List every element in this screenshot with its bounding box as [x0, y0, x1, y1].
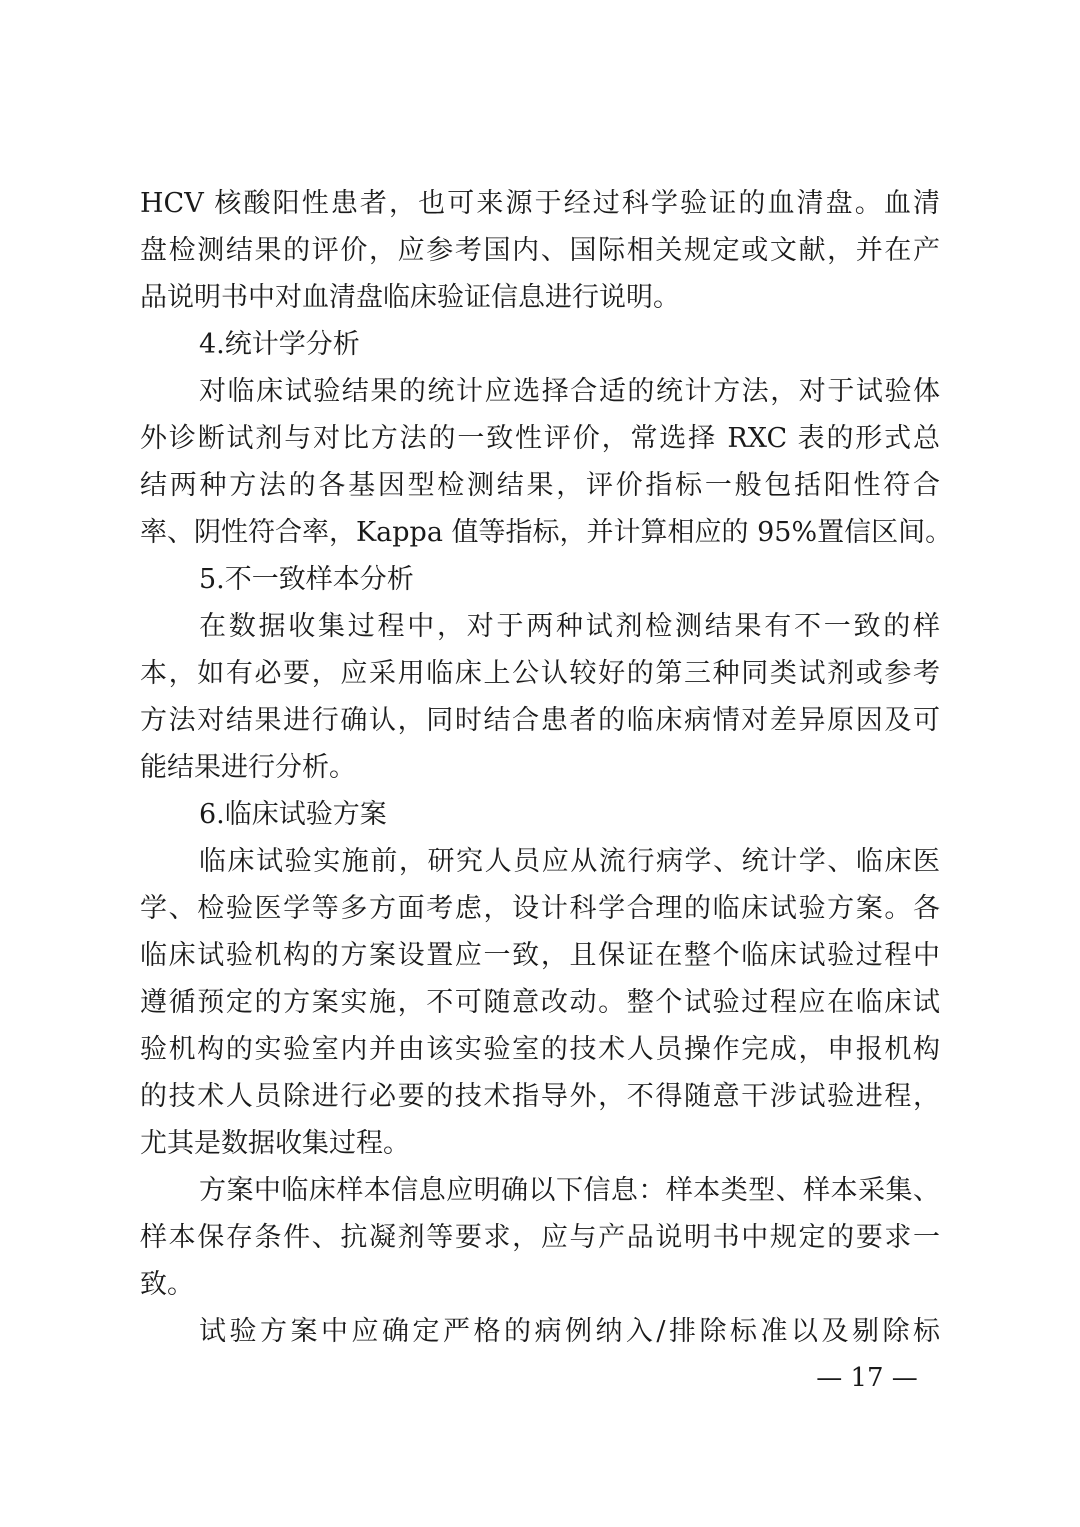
text-line: 学、检验医学等多方面考虑，设计科学合理的临床试验方案。各	[140, 893, 940, 924]
text-line: 本，如有必要，应采用临床上公认较好的第三种同类试剂或参考	[140, 658, 940, 689]
text-line: 试验方案中应确定严格的病例纳入/排除标准以及剔除标	[199, 1316, 940, 1347]
text-line: 在数据收集过程中，对于两种试剂检测结果有不一致的样	[199, 611, 940, 642]
text-line: 方法对结果进行确认，同时结合患者的临床病情对差异原因及可	[140, 705, 940, 736]
text-line: 的技术人员除进行必要的技术指导外，不得随意干涉试验进程，	[140, 1081, 940, 1112]
page-number: — 17 —	[816, 1363, 918, 1393]
text-line: 方案中临床样本信息应明确以下信息：样本类型、样本采集、	[199, 1175, 940, 1206]
text-line: 遵循预定的方案实施，不可随意改动。整个试验过程应在临床试	[140, 987, 940, 1018]
text-line: 对临床试验结果的统计应选择合适的统计方法，对于试验体	[199, 376, 940, 407]
section-heading-5: 5.不一致样本分析	[199, 564, 414, 595]
text-line: 率、阴性符合率，Kappa 值等指标，并计算相应的 95%置信区间。	[140, 517, 953, 548]
section-heading-6: 6.临床试验方案	[199, 799, 387, 830]
section-heading-4: 4.统计学分析	[199, 329, 360, 360]
text-line: HCV 核酸阳性患者，也可来源于经过科学验证的血清盘。血清	[140, 188, 940, 219]
text-line: 样本保存条件、抗凝剂等要求，应与产品说明书中规定的要求一	[140, 1222, 940, 1253]
text-line: 外诊断试剂与对比方法的一致性评价，常选择 RXC 表的形式总	[140, 423, 940, 454]
text-line: 结两种方法的各基因型检测结果，评价指标一般包括阳性符合	[140, 470, 940, 501]
text-line: 临床试验机构的方案设置应一致，且保证在整个临床试验过程中	[140, 940, 940, 971]
text-line: 盘检测结果的评价，应参考国内、国际相关规定或文献，并在产	[140, 235, 940, 266]
text-line: 致。	[140, 1269, 194, 1300]
text-line: 能结果进行分析。	[140, 752, 356, 783]
text-line: 尤其是数据收集过程。	[140, 1128, 410, 1159]
text-line: 品说明书中对血清盘临床验证信息进行说明。	[140, 282, 680, 313]
text-line: 临床试验实施前，研究人员应从流行病学、统计学、临床医	[199, 846, 940, 877]
text-line: 验机构的实验室内并由该实验室的技术人员操作完成，申报机构	[140, 1034, 940, 1065]
